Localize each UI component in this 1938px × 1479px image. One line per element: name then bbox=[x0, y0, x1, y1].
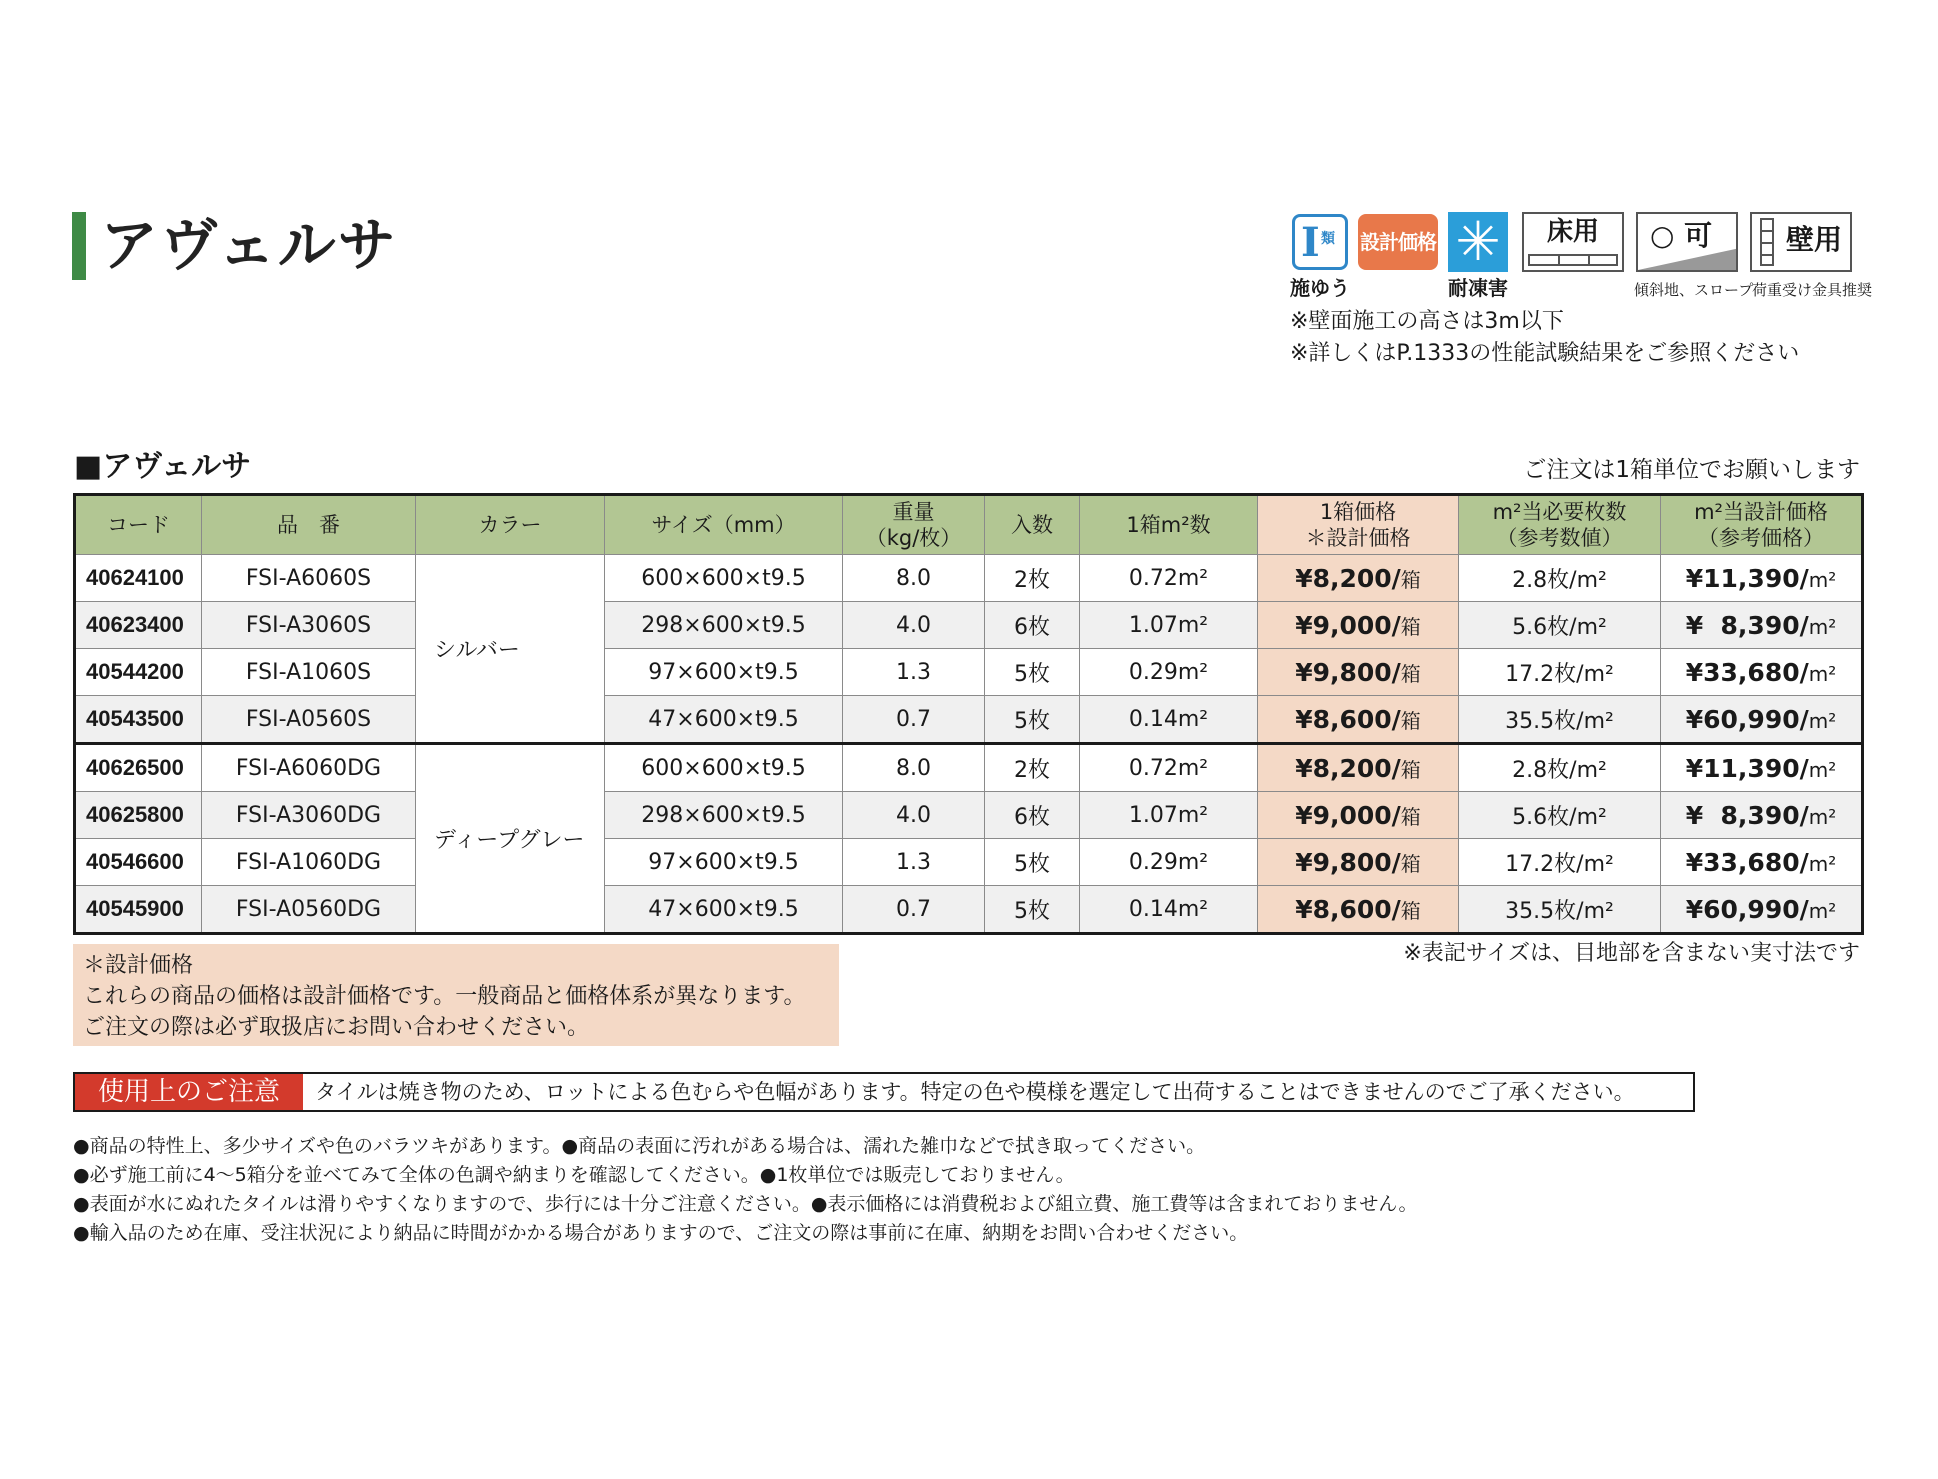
size-note: ※表記サイズは、目地部を含まない実寸法です bbox=[1403, 941, 1860, 966]
class1-numeral: I bbox=[1301, 219, 1320, 266]
cell-need: 35.5枚/m² bbox=[1459, 696, 1661, 744]
cell-area: 0.72m² bbox=[1080, 555, 1258, 602]
cell-area: 0.29m² bbox=[1080, 649, 1258, 696]
cell-code: 40626500 bbox=[75, 744, 202, 792]
header-code: コード bbox=[75, 495, 202, 555]
cell-m2-price bbox=[1661, 792, 1863, 839]
cell-code: 40543500 bbox=[75, 696, 202, 744]
cell-weight: 0.7 bbox=[843, 696, 985, 744]
cell-size: 47×600×t9.5 bbox=[605, 886, 843, 934]
m2-price-unit: m² bbox=[1808, 898, 1837, 923]
product-table bbox=[73, 493, 1864, 935]
header-m2price-line2: （参考価格） bbox=[1698, 526, 1824, 550]
bullet-line: ●輸入品のため在庫、受注状況により納品に時間がかかる場合がありますので、ご注文の際は事前に在庫、納期をお問い合わせください。 bbox=[73, 1222, 1249, 1244]
m2-price-value: ¥60,990/ bbox=[1685, 894, 1809, 924]
cell-part-no: FSI-A3060DG bbox=[202, 792, 416, 839]
cell-qty: 5枚 bbox=[985, 649, 1080, 696]
m2-price-unit: m² bbox=[1808, 708, 1837, 733]
table-row bbox=[75, 744, 1863, 792]
header-weight bbox=[843, 495, 985, 555]
cell-area: 1.07m² bbox=[1080, 792, 1258, 839]
cell-size: 97×600×t9.5 bbox=[605, 839, 843, 886]
cell-m2-price bbox=[1661, 649, 1863, 696]
frost-caption: 耐凍害 bbox=[1448, 276, 1508, 300]
slope-ok-icon bbox=[1636, 212, 1738, 272]
cell-part-no: FSI-A0560S bbox=[202, 696, 416, 744]
header-price-line1: 1箱価格 bbox=[1319, 500, 1397, 524]
cell-weight: 4.0 bbox=[843, 602, 985, 649]
cell-size: 600×600×t9.5 bbox=[605, 744, 843, 792]
floor-use-icon bbox=[1522, 212, 1624, 272]
cell-weight: 0.7 bbox=[843, 886, 985, 934]
header-size: サイズ（mm） bbox=[605, 495, 843, 555]
m2-price-value: ¥ 8,390/ bbox=[1685, 800, 1809, 830]
slope-caption: 傾斜地、スロープ bbox=[1634, 281, 1754, 299]
order-note: ご注文は1箱単位でお願いします bbox=[1523, 457, 1860, 483]
header-need-line1: m²当必要枚数 bbox=[1492, 500, 1627, 524]
cell-weight: 1.3 bbox=[843, 649, 985, 696]
cell-area: 1.07m² bbox=[1080, 602, 1258, 649]
cell-m2-price bbox=[1661, 744, 1863, 792]
header-color: カラー bbox=[416, 495, 605, 555]
title-accent-bar bbox=[72, 212, 86, 280]
cell-box-price bbox=[1258, 602, 1459, 649]
design-note-line1: これらの商品の価格は設計価格です。一般商品と価格体系が異なります。 bbox=[83, 984, 806, 1009]
wall-use-icon bbox=[1750, 212, 1852, 272]
header-need bbox=[1459, 495, 1661, 555]
cell-box-price bbox=[1258, 696, 1459, 744]
cell-box-price bbox=[1258, 744, 1459, 792]
cell-need: 5.6枚/m² bbox=[1459, 792, 1661, 839]
header-part-no: 品 番 bbox=[202, 495, 416, 555]
cell-code: 40546600 bbox=[75, 839, 202, 886]
cell-area: 0.14m² bbox=[1080, 696, 1258, 744]
cell-need: 2.8枚/m² bbox=[1459, 555, 1661, 602]
box-price-value: ¥8,200/ bbox=[1295, 753, 1401, 783]
page-title: アヴェルサ bbox=[100, 211, 398, 279]
cell-size: 298×600×t9.5 bbox=[605, 602, 843, 649]
cell-part-no: FSI-A6060DG bbox=[202, 744, 416, 792]
cell-box-price bbox=[1258, 555, 1459, 602]
m2-price-value: ¥11,390/ bbox=[1685, 753, 1809, 783]
cell-weight: 8.0 bbox=[843, 555, 985, 602]
floor-label: 床用 bbox=[1546, 217, 1599, 247]
cell-code: 40623400 bbox=[75, 602, 202, 649]
cell-size: 600×600×t9.5 bbox=[605, 555, 843, 602]
header-area: 1箱m²数 bbox=[1080, 495, 1258, 555]
class1-glaze-icon bbox=[1292, 214, 1348, 270]
cell-need: 35.5枚/m² bbox=[1459, 886, 1661, 934]
table-row bbox=[75, 555, 1863, 602]
bullet-line: ●商品の特性上、多少サイズや色のバラツキがあります。●商品の表面に汚れがある場合は、濡れた雑巾などで拭き取ってください。 bbox=[73, 1135, 1206, 1157]
cell-m2-price bbox=[1661, 839, 1863, 886]
cell-part-no: FSI-A1060S bbox=[202, 649, 416, 696]
m2-price-value: ¥60,990/ bbox=[1685, 704, 1809, 734]
table-header-row bbox=[75, 495, 1863, 555]
box-price-unit: 箱 bbox=[1400, 757, 1421, 782]
cell-m2-price bbox=[1661, 602, 1863, 649]
box-price-unit: 箱 bbox=[1400, 614, 1421, 639]
m2-price-value: ¥33,680/ bbox=[1685, 847, 1809, 877]
table-row bbox=[75, 792, 1863, 839]
header-price-line2: ＊設計価格 bbox=[1305, 526, 1411, 550]
table-row bbox=[75, 839, 1863, 886]
cell-qty: 5枚 bbox=[985, 886, 1080, 934]
cell-part-no: FSI-A1060DG bbox=[202, 839, 416, 886]
cell-area: 0.72m² bbox=[1080, 744, 1258, 792]
cell-qty: 5枚 bbox=[985, 696, 1080, 744]
cell-qty: 6枚 bbox=[985, 792, 1080, 839]
bullet-line: ●表面が水にぬれたタイルは滑りやすくなりますので、歩行には十分ご注意ください。●表示価格には消費税および組立費、施工費等は含まれておりません。 bbox=[73, 1193, 1418, 1215]
box-price-value: ¥8,600/ bbox=[1295, 894, 1401, 924]
table-row bbox=[75, 649, 1863, 696]
box-price-unit: 箱 bbox=[1400, 661, 1421, 686]
design-note-title: ＊設計価格 bbox=[83, 953, 194, 978]
class1-caption: 施ゆう bbox=[1290, 276, 1350, 300]
frost-resistance-icon: ✳ bbox=[1448, 212, 1508, 272]
cell-m2-price bbox=[1661, 886, 1863, 934]
header-qty: 入数 bbox=[985, 495, 1080, 555]
cell-color: シルバー bbox=[416, 555, 605, 744]
table-row bbox=[75, 886, 1863, 934]
cell-need: 2.8枚/m² bbox=[1459, 744, 1661, 792]
cell-box-price bbox=[1258, 839, 1459, 886]
header-weight-line2: （kg/枚） bbox=[865, 526, 962, 550]
box-price-unit: 箱 bbox=[1400, 708, 1421, 733]
slope-label: ○ 可 bbox=[1650, 219, 1713, 252]
floor-tiles-graphic bbox=[1528, 254, 1618, 266]
bullet-line: ●必ず施工前に4～5箱分を並べてみて全体の色調や納まりを確認してください。●1枚単位では販売しておりません。 bbox=[73, 1164, 1075, 1186]
cell-weight: 4.0 bbox=[843, 792, 985, 839]
wall-tiles-graphic bbox=[1760, 218, 1774, 266]
cell-qty: 2枚 bbox=[985, 555, 1080, 602]
m2-price-value: ¥11,390/ bbox=[1685, 563, 1809, 593]
header-weight-line1: 重量 bbox=[892, 500, 935, 524]
cell-part-no: FSI-A3060S bbox=[202, 602, 416, 649]
cell-size: 298×600×t9.5 bbox=[605, 792, 843, 839]
note-performance: ※詳しくはP.1333の性能試験結果をご参照ください bbox=[1290, 341, 1800, 366]
cell-code: 40545900 bbox=[75, 886, 202, 934]
cell-box-price bbox=[1258, 649, 1459, 696]
cell-qty: 2枚 bbox=[985, 744, 1080, 792]
cell-code: 40625800 bbox=[75, 792, 202, 839]
cell-area: 0.29m² bbox=[1080, 839, 1258, 886]
table-body bbox=[75, 555, 1863, 934]
wall-caption: 荷重受け金具推奨 bbox=[1752, 281, 1873, 299]
box-price-value: ¥8,600/ bbox=[1295, 704, 1401, 734]
cell-m2-price bbox=[1661, 555, 1863, 602]
m2-price-unit: m² bbox=[1808, 757, 1837, 782]
m2-price-unit: m² bbox=[1808, 851, 1837, 876]
box-price-value: ¥9,800/ bbox=[1295, 847, 1401, 877]
table-row bbox=[75, 696, 1863, 744]
cell-qty: 5枚 bbox=[985, 839, 1080, 886]
m2-price-unit: m² bbox=[1808, 804, 1837, 829]
design-price-note bbox=[73, 944, 839, 1046]
box-price-unit: 箱 bbox=[1400, 804, 1421, 829]
wall-label: 壁用 bbox=[1786, 223, 1843, 256]
section-title: ■アヴェルサ bbox=[74, 449, 252, 484]
cell-size: 97×600×t9.5 bbox=[605, 649, 843, 696]
cell-box-price bbox=[1258, 886, 1459, 934]
m2-price-value: ¥33,680/ bbox=[1685, 657, 1809, 687]
box-price-unit: 箱 bbox=[1400, 567, 1421, 592]
header-box-price bbox=[1258, 495, 1459, 555]
class1-kanji: 類 bbox=[1321, 231, 1335, 247]
cell-weight: 1.3 bbox=[843, 839, 985, 886]
table-row bbox=[75, 602, 1863, 649]
note-wall-height: ※壁面施工の高さは3m以下 bbox=[1290, 309, 1564, 334]
m2-price-unit: m² bbox=[1808, 614, 1837, 639]
cell-need: 17.2枚/m² bbox=[1459, 839, 1661, 886]
box-price-unit: 箱 bbox=[1400, 898, 1421, 923]
cell-qty: 6枚 bbox=[985, 602, 1080, 649]
design-price-icon: 設計価格 bbox=[1358, 214, 1438, 270]
box-price-value: ¥8,200/ bbox=[1295, 563, 1401, 593]
caution-label: 使用上のご注意 bbox=[75, 1074, 303, 1110]
cell-need: 5.6枚/m² bbox=[1459, 602, 1661, 649]
caution-box bbox=[73, 1072, 1695, 1112]
header-need-line2: （参考数値） bbox=[1496, 526, 1623, 550]
header-m2-price bbox=[1661, 495, 1863, 555]
m2-price-unit: m² bbox=[1808, 567, 1837, 592]
cell-part-no: FSI-A0560DG bbox=[202, 886, 416, 934]
box-price-value: ¥9,000/ bbox=[1295, 610, 1401, 640]
box-price-value: ¥9,800/ bbox=[1295, 657, 1401, 687]
caution-text: タイルは焼き物のため、ロットによる色むらや色幅があります。特定の色や模様を選定して出荷することはできませんのでご了承ください。 bbox=[315, 1080, 1635, 1104]
m2-price-value: ¥ 8,390/ bbox=[1685, 610, 1809, 640]
box-price-unit: 箱 bbox=[1400, 851, 1421, 876]
cell-need: 17.2枚/m² bbox=[1459, 649, 1661, 696]
design-note-line2: ご注文の際は必ず取扱店にお問い合わせください。 bbox=[83, 1015, 590, 1040]
cell-box-price bbox=[1258, 792, 1459, 839]
cell-color: ディープグレー bbox=[416, 744, 605, 934]
cell-m2-price bbox=[1661, 696, 1863, 744]
cell-part-no: FSI-A6060S bbox=[202, 555, 416, 602]
header-m2price-line1: m²当設計価格 bbox=[1694, 500, 1828, 524]
cell-code: 40544200 bbox=[75, 649, 202, 696]
m2-price-unit: m² bbox=[1808, 661, 1837, 686]
cell-code: 40624100 bbox=[75, 555, 202, 602]
box-price-value: ¥9,000/ bbox=[1295, 800, 1401, 830]
cell-size: 47×600×t9.5 bbox=[605, 696, 843, 744]
cell-area: 0.14m² bbox=[1080, 886, 1258, 934]
cell-weight: 8.0 bbox=[843, 744, 985, 792]
